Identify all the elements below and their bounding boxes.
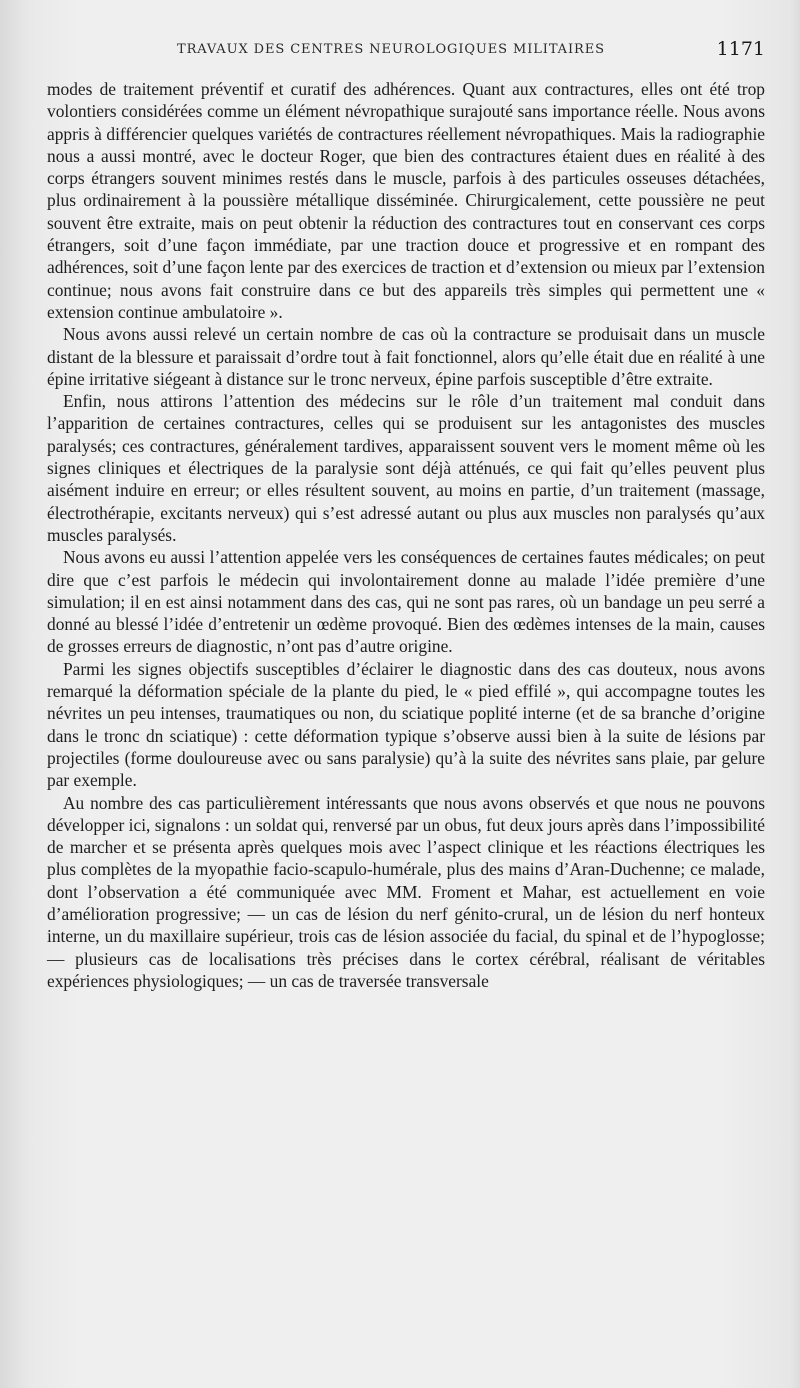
body-text xyxy=(47,78,765,992)
page-number: 1171 xyxy=(716,38,765,60)
page-header xyxy=(50,38,765,62)
paragraph: Nous avons aussi relevé un certain nombre de cas où la contracture se produisait dans un muscle distant de la blessure et paraissait d’ordre tout à fait fonctionnel, alors qu’elle était due en réalité à une épine irritative siégeant à distance sur le tronc nerveux, épine parfois susceptible d’être extraite. xyxy=(47,324,765,389)
paragraph: Parmi les signes objectifs susceptibles d’éclairer le diagnostic dans des cas douteux, nous avons remarqué la déformation spéciale de la plante du pied, le « pied effilé », qui accompagne toutes les névrites un peu intenses, traumatiques ou non, du sciatique poplité interne (et de sa branche d’origine dans le tronc dn sciatique) : cette déformation typique s’observe aussi bien à la suite de lésions par projectiles (forme douloureuse avec ou sans paralysie) qu’à la suite des névrites sans plaie, par gelure par exemple. xyxy=(47,658,765,791)
paragraph: Au nombre des cas particulièrement intéressants que nous avons observés et que nous ne pouvons développer ici, signalons : un soldat qui, renversé par un obus, fut deux jours après dans l’impossibilité de marcher et se présenta après quelques mois avec l’aspect clinique et les réactions électriques les plus complètes de la myopathie facio-scapulo-humérale, plus des mains d’Aran-Duchenne; ce malade, dont l’observation a été communiquée avec MM. Froment et Mahar, est actuellement en voie d’amélioration progressive; — un cas de lésion du nerf génito-crural, un de lésion du nerf honteux interne, un du maxillaire supérieur, trois cas de lésion associée du facial, du spinal et de l’hypoglosse; — plusieurs cas de localisations très précises dans le cortex cérébral, réalisant de véritables expériences physiologiques; — un cas de traversée transversale xyxy=(47,792,765,991)
paragraph: modes de traitement préventif et curatif des adhérences. Quant aux contractures, elles ont été trop volontiers considérées comme un élément névropathique surajouté sans importance réelle. Nous avons appris à différencier quelques variétés de contractures réellement névropathiques. Mais la radiographie nous a aussi montré, avec le docteur Roger, que bien des contractures étaient dues en réalité à des corps étrangers souvent minimes restés dans le muscle, parfois à des particules osseuses détachées, plus ordinairement à la poussière métallique disséminée. Chirurgicalement, cette poussière ne peut souvent être extraite, mais on peut obtenir la réduction des contractures tout en conservant ces corps étrangers, soit d’une façon immédiate, par une traction douce et progressive et en rompant des adhérences, soit d’une façon lente par des exercices de traction et d’extension ou mieux par l’extension continue; nous avons fait construire dans ce but des appareils très simples qui permettent une « extension continue ambulatoire ». xyxy=(47,79,765,322)
running-title: TRAVAUX DES CENTRES NEUROLOGIQUES MILITAIRES xyxy=(177,42,605,57)
paragraph: Nous avons eu aussi l’attention appelée vers les conséquences de certaines fautes médicales; on peut dire que c’est parfois le médecin qui involontairement donne au malade l’idée première d’une simulation; il en est ainsi notamment dans des cas, qui ne sont pas rares, où un bandage un peu serré a donné au blessé l’idée d’entretenir un œdème provoqué. Bien des œdèmes intenses de la main, causes de grosses erreurs de diagnostic, n’ont pas d’autre origine. xyxy=(47,547,765,657)
paragraph: Enfin, nous attirons l’attention des médecins sur le rôle d’un traitement mal conduit dans l’apparition de certaines contractures, celles qui se produisent sur les antagonistes des muscles paralysés; ces contractures, généralement tardives, apparaissent souvent vers le moment même où les signes cliniques et électriques de la paralysie sont déjà atténués, ce qui fait qu’elles peuvent plus aisément induire en erreur; or elles résultent souvent, au moins en partie, d’un traitement (massage, électrothérapie, excitants nerveux) qui s’est adressé autant ou plus aux muscles non paralysés qu’aux muscles paralysés. xyxy=(47,391,765,545)
